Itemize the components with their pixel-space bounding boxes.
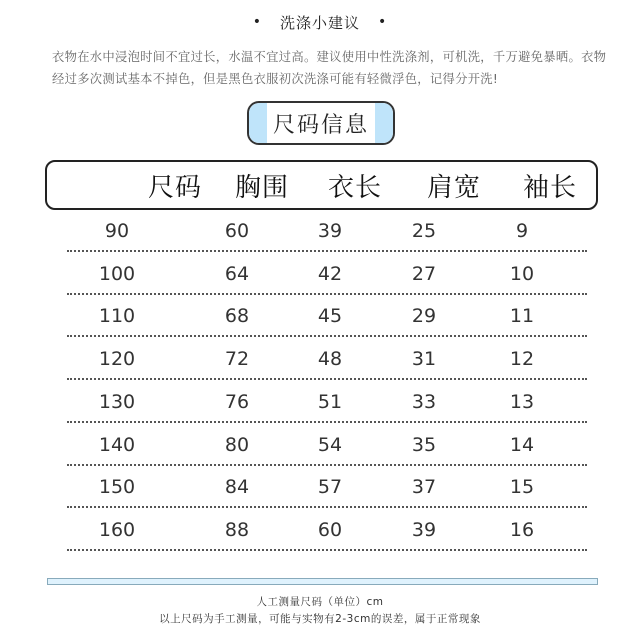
table-row bbox=[67, 511, 587, 551]
cell-size: 120 bbox=[98, 348, 136, 371]
table-row bbox=[67, 468, 587, 508]
cell-chest: 80 bbox=[224, 433, 250, 456]
table-row bbox=[67, 426, 587, 466]
bottom-divider bbox=[47, 578, 598, 585]
cell-shoulder: 39 bbox=[411, 518, 437, 541]
header-length: 衣长 bbox=[327, 172, 382, 203]
cell-size: 90 bbox=[104, 220, 130, 242]
table-row bbox=[67, 255, 587, 295]
cell-chest: 72 bbox=[224, 348, 250, 371]
cell-chest: 76 bbox=[224, 390, 250, 413]
table-row bbox=[67, 297, 587, 337]
cell-length: 48 bbox=[317, 348, 343, 371]
cell-chest: 84 bbox=[224, 476, 250, 499]
size-info-label: 尺码信息 bbox=[272, 112, 369, 138]
cell-length: 39 bbox=[317, 220, 343, 242]
cell-sleeve: 11 bbox=[509, 305, 535, 328]
cell-chest: 88 bbox=[224, 518, 250, 541]
cell-size: 150 bbox=[98, 476, 136, 499]
cell-sleeve: 14 bbox=[509, 433, 535, 456]
cell-shoulder: 37 bbox=[411, 476, 437, 499]
cell-sleeve: 13 bbox=[509, 390, 535, 413]
header-sleeve: 袖长 bbox=[522, 172, 577, 203]
unit-note: 人工测量尺码（单位）cm bbox=[256, 596, 384, 608]
cell-length: 57 bbox=[317, 476, 343, 499]
cell-chest: 64 bbox=[224, 262, 250, 285]
bullet-right: • bbox=[378, 14, 388, 30]
cell-sleeve: 12 bbox=[509, 348, 535, 371]
wash-tips-text: 衣物在水中浸泡时间不宜过长，水温不宜过高。建议使用中性洗涤剂，可机洗，千万避免暴晒。衣物经过多次测试基本不掉色，但是黑色衣服初次洗涤可能有轻微浮色，记得分开洗! bbox=[52, 50, 607, 86]
cell-sleeve: 16 bbox=[509, 518, 535, 541]
cell-shoulder: 33 bbox=[411, 390, 437, 413]
cell-length: 60 bbox=[317, 518, 343, 541]
cell-size: 140 bbox=[98, 433, 136, 456]
table-row bbox=[67, 340, 587, 380]
cell-length: 42 bbox=[317, 262, 343, 285]
table-row bbox=[67, 383, 587, 423]
header-chest: 胸围 bbox=[234, 172, 289, 203]
cell-chest: 60 bbox=[224, 220, 250, 242]
cell-shoulder: 25 bbox=[411, 220, 437, 242]
cell-shoulder: 31 bbox=[411, 348, 437, 371]
wash-tips-title: 洗涤小建议 bbox=[279, 13, 360, 32]
measurement-error-note: 以上尺码为手工测量，可能与实物有2-3cm的误差，属于正常现象 bbox=[159, 613, 481, 625]
cell-size: 130 bbox=[98, 390, 136, 413]
cell-chest: 68 bbox=[224, 305, 250, 328]
cell-length: 51 bbox=[317, 390, 343, 413]
bullet-left: • bbox=[252, 14, 262, 30]
cell-shoulder: 27 bbox=[411, 262, 437, 285]
cell-size: 100 bbox=[98, 262, 136, 285]
cell-size: 160 bbox=[98, 518, 136, 541]
cell-length: 54 bbox=[317, 433, 343, 456]
cell-shoulder: 35 bbox=[411, 433, 437, 456]
cell-shoulder: 29 bbox=[411, 305, 437, 328]
cell-sleeve: 15 bbox=[509, 476, 535, 499]
table-row bbox=[67, 212, 587, 252]
cell-sleeve: 10 bbox=[509, 262, 535, 285]
cell-length: 45 bbox=[317, 305, 343, 328]
cell-sleeve: 9 bbox=[515, 220, 529, 242]
header-size: 尺码 bbox=[147, 172, 202, 203]
cell-size: 110 bbox=[98, 305, 136, 328]
header-shoulder: 肩宽 bbox=[426, 172, 481, 203]
